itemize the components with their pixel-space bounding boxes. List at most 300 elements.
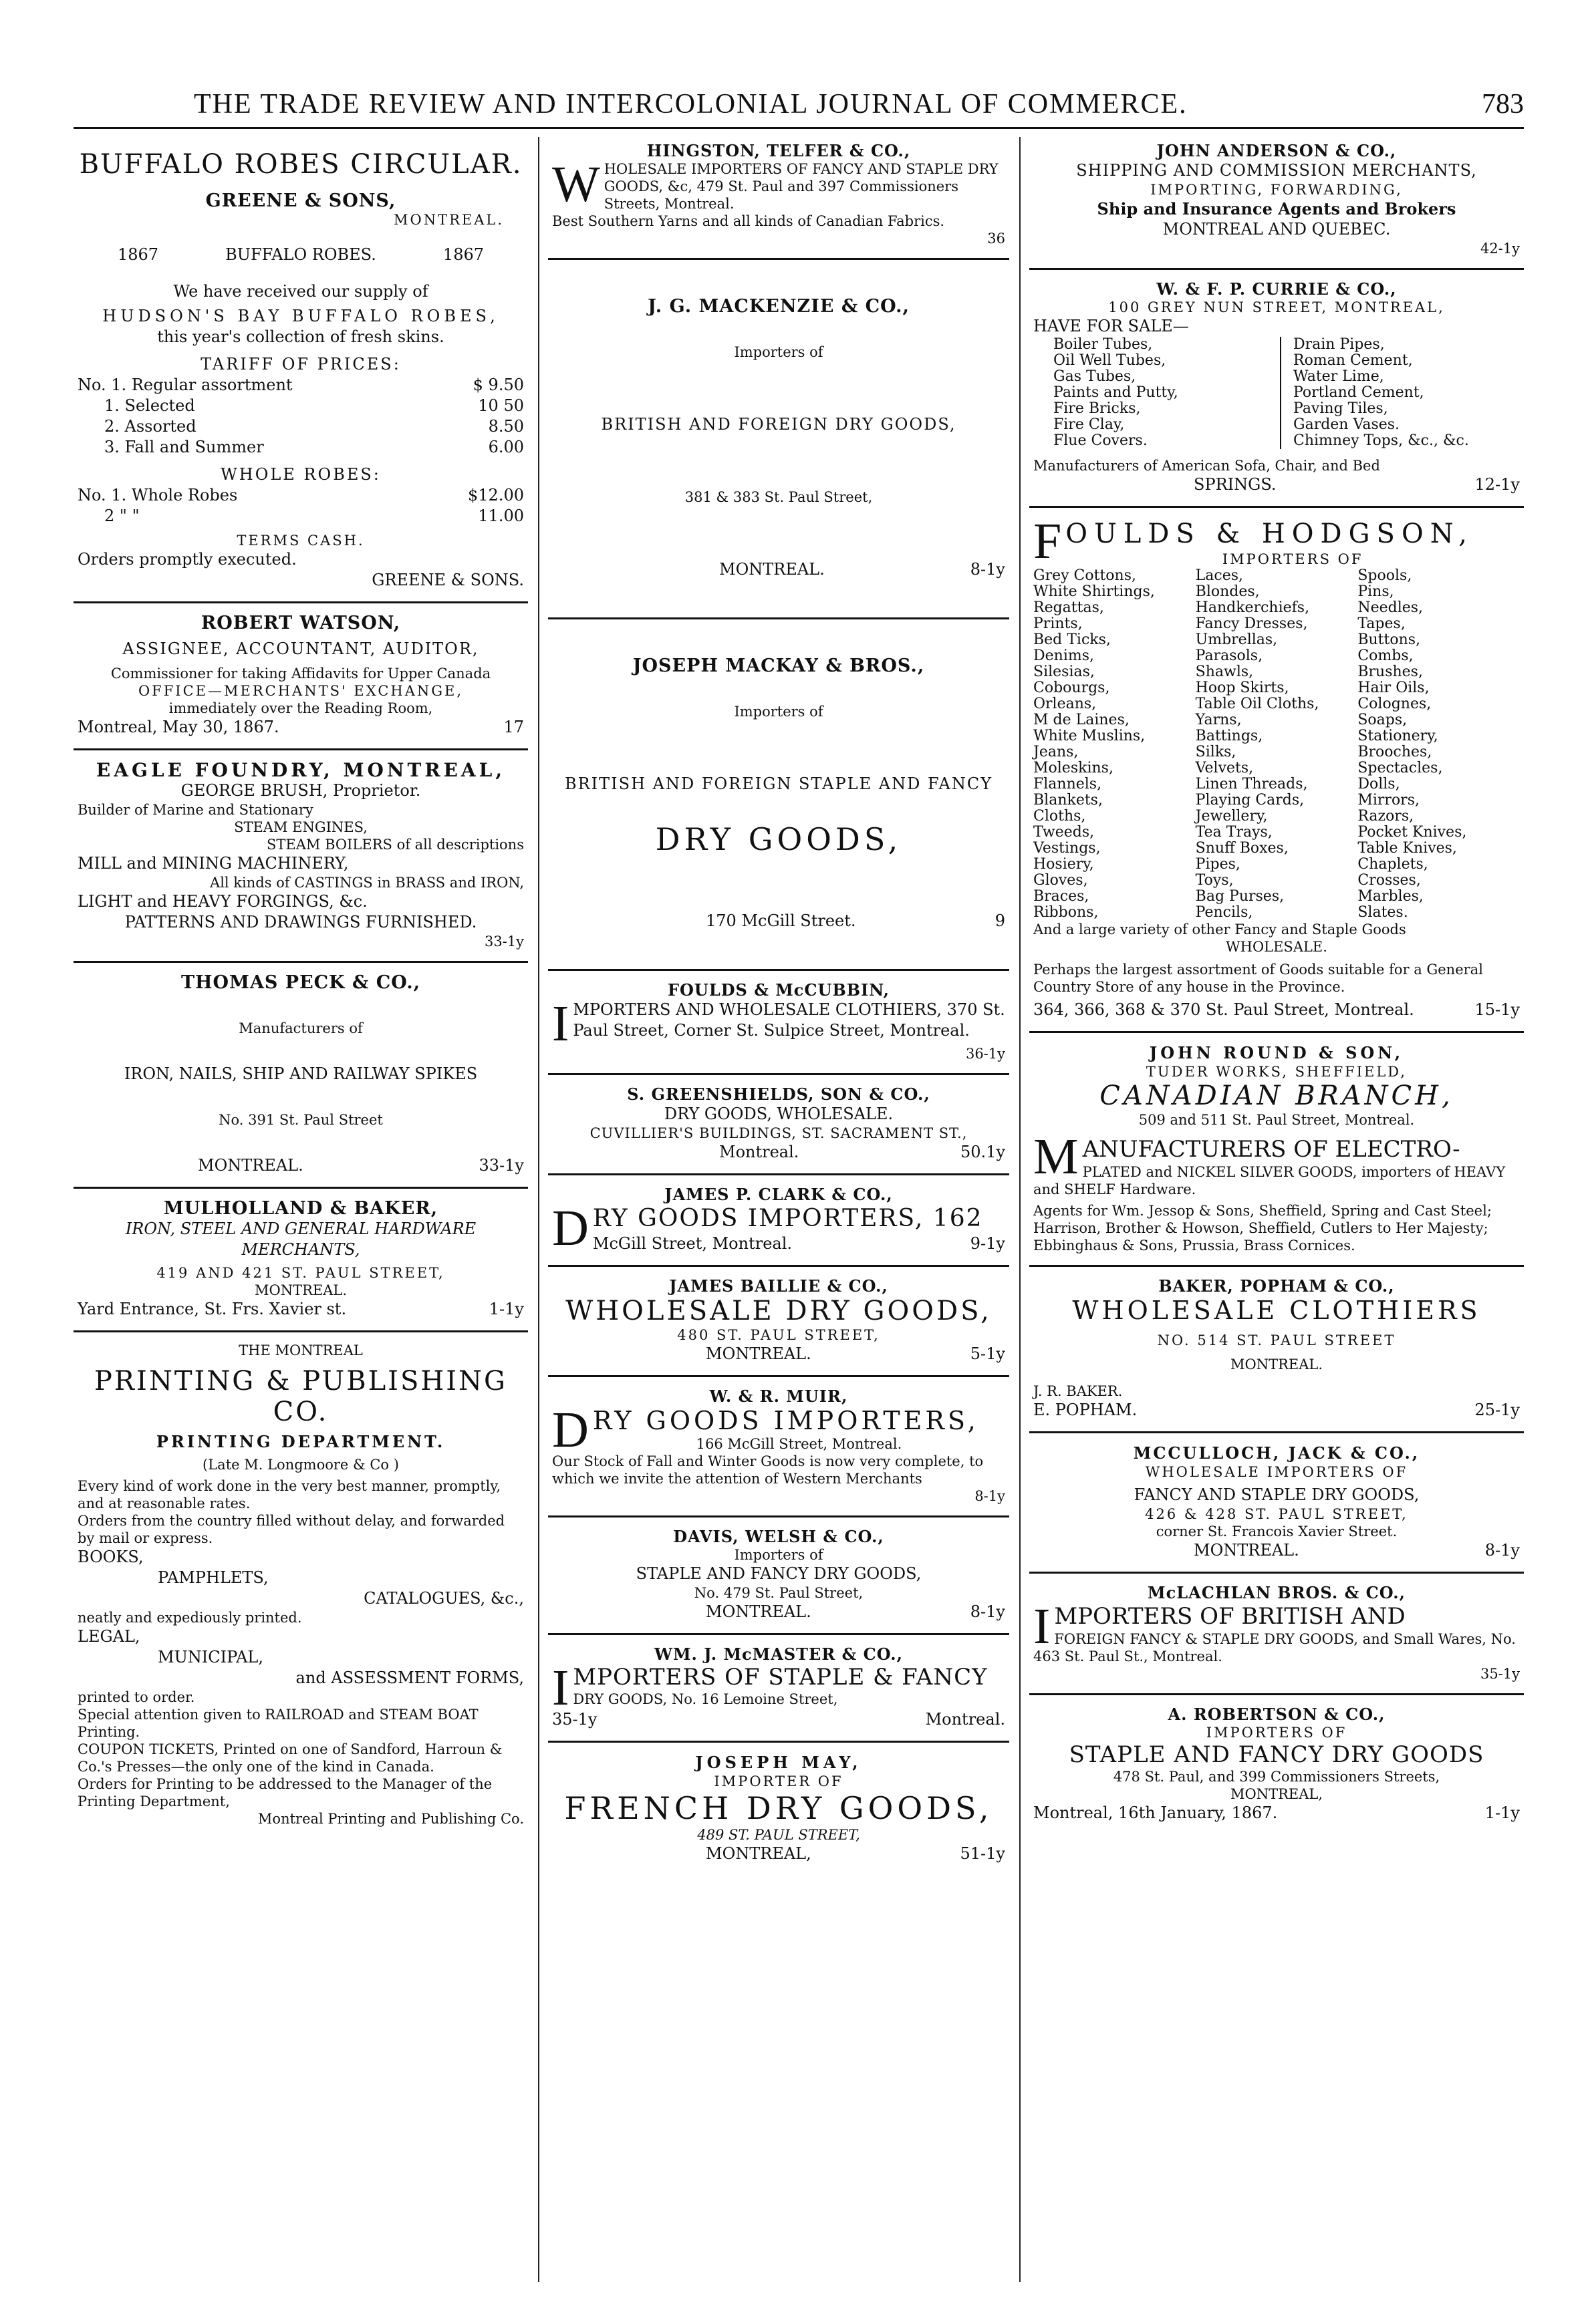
list-item: White Muslins, (1033, 728, 1146, 744)
city: MONTREAL. (706, 1344, 811, 1363)
firm-name: GREENE & SONS, (205, 190, 396, 211)
firm-name: JAMES P. CLARK & CO., (664, 1185, 893, 1204)
firm-name: JOSEPH MACKAY & BROS., (632, 656, 925, 676)
list-item: Snuff Boxes, (1195, 840, 1289, 857)
ad-code: 33-1y (479, 1156, 524, 1175)
text-line: BRITISH AND FOREIGN STAPLE AND FANCY (564, 774, 993, 793)
price-label: No. 1. Regular assortment (78, 376, 293, 394)
list-item: Linen Threads, (1195, 776, 1308, 792)
list-item: Gloves, (1033, 872, 1088, 889)
firm-name: WM. J. McMASTER & CO., (654, 1644, 903, 1664)
text-line: PAMPHLETS, (158, 1568, 269, 1587)
list-item: Crosses, (1357, 872, 1421, 889)
text-line: CATALOGUES, &c., (364, 1589, 524, 1608)
list-item: M de Laines, (1033, 712, 1130, 728)
text-line: immediately over the Reading Room, (168, 700, 433, 716)
text-line: Builder of Marine and Stationary (78, 802, 313, 818)
ad-title: OULDS & HODGSON, (1065, 519, 1474, 549)
ad-code: 51-1y (960, 1844, 1005, 1863)
city-line (552, 1142, 1005, 1163)
product-list (1033, 568, 1520, 921)
roles: ASSIGNEE, ACCOUNTANT, AUDITOR, (122, 639, 479, 658)
year: 1867 (442, 245, 484, 264)
city: Montreal. (925, 1710, 1005, 1729)
list-item: White Shirtings, (1033, 583, 1155, 600)
text-line: neatly and expediously printed. (78, 1610, 302, 1626)
ad-code: 15-1y (1474, 1000, 1520, 1019)
list-item: Tapes, (1357, 615, 1406, 632)
text-line: (Late M. Longmoore & Co ) (203, 1457, 399, 1473)
tariff-heading: TARIFF OF PRICES: (201, 355, 401, 374)
text-line: RY GOODS IMPORTERS, (592, 1406, 979, 1435)
ad-hingston-telfer (548, 137, 1009, 260)
list-item: Orleans, (1033, 696, 1097, 712)
list-item: Marbles, (1357, 888, 1424, 905)
ad-mulholland-baker (74, 1189, 528, 1332)
list-item: Combs, (1357, 647, 1414, 664)
list-item: Toys, (1195, 872, 1234, 889)
drop-cap: I (552, 1660, 569, 1716)
list-item: Bag Purses, (1195, 888, 1285, 905)
city-line (78, 1155, 524, 1176)
yard-line (78, 1299, 524, 1320)
address-line (1033, 1000, 1520, 1020)
list-item: Flue Covers. (1053, 432, 1148, 449)
list-item: Hair Oils, (1357, 680, 1430, 696)
text-line: RY GOODS IMPORTERS, 162 (592, 1205, 983, 1232)
list-item: Brooches, (1357, 744, 1432, 760)
big-text: WHOLESALE DRY GOODS, (565, 1296, 992, 1326)
ad-code: 9 (995, 911, 1005, 930)
ad-mcculloch-jack (1029, 1433, 1524, 1574)
list-item: Jewellery, (1195, 808, 1268, 825)
ad-robertson (1029, 1695, 1524, 1834)
list-item: Dolls, (1357, 776, 1400, 792)
column-divider (538, 137, 539, 2282)
text-line: No. 391 St. Paul Street (219, 1112, 383, 1128)
list-item: Mirrors, (1357, 792, 1420, 809)
text-line: 489 ST. PAUL STREET, (697, 1827, 860, 1843)
price-value: $12.00 (468, 486, 524, 504)
city-line (1033, 1540, 1520, 1561)
text-line: Every kind of work done in the very best manner, promptly, and at reasonable rates. (78, 1478, 501, 1511)
text-line: Manufacturers of (239, 1020, 363, 1036)
list-item: Grey Cottons, (1033, 567, 1136, 584)
text-line: SHIPPING AND COMMISSION MERCHANTS, (1076, 161, 1477, 180)
text-line: WHOLESALE IMPORTERS OF (1145, 1464, 1408, 1480)
big-text: STAPLE AND FANCY DRY GOODS (1069, 1741, 1484, 1768)
list-item: Needles, (1357, 599, 1424, 616)
text-line: Ship and Insurance Agents and Brokers (1097, 199, 1456, 219)
column-left (74, 137, 528, 2282)
text-line: Perhaps the largest assortment of Goods suitable for a General Country Store of any house in the Province. (1033, 962, 1483, 995)
list-item: Brushes, (1357, 664, 1423, 680)
intro: We have received our supply of (173, 282, 428, 301)
ad-john-anderson (1029, 137, 1524, 270)
list-item: Colognes, (1357, 696, 1432, 712)
ad-davis-welsh (548, 1517, 1009, 1635)
text-line: Orders from the country filled without delay, and forwarded by mail or express. (78, 1513, 505, 1546)
column-divider (1019, 137, 1021, 2282)
list-item: Roman Cement, (1293, 352, 1413, 369)
list-item: Braces, (1033, 888, 1089, 905)
text-line: 509 and 511 St. Paul Street, Montreal. (1138, 1112, 1415, 1128)
text-line: and ASSESSMENT FORMS, (295, 1668, 524, 1687)
list-item: Chimney Tops, &c., &c. (1293, 432, 1469, 449)
text-line: Yard Entrance, St. Frs. Xavier st. (78, 1300, 347, 1318)
year-line (78, 245, 524, 265)
list-item: Portland Cement, (1293, 384, 1424, 401)
firm-name: JAMES BAILLIE & CO., (669, 1276, 888, 1296)
text-line: NO. 514 ST. PAUL STREET (1157, 1332, 1396, 1348)
text-line: Our Stock of Fall and Winter Goods is now very complete, to which we invite the attention of Western Merchants (552, 1453, 984, 1487)
drop-cap: I (1033, 1598, 1051, 1654)
ad-greenshields (548, 1075, 1009, 1175)
city: MONTREAL. (254, 1282, 348, 1298)
text-line: BOOKS, (78, 1548, 144, 1566)
list-item: Razors, (1357, 808, 1414, 825)
list-item: Silks, (1195, 744, 1236, 760)
city: MONTREAL. (706, 1602, 811, 1621)
city-line (552, 1602, 1005, 1622)
year: 1867 (118, 245, 159, 264)
drop-cap: W (552, 156, 600, 212)
ad-code: 25-1y (1474, 1401, 1520, 1419)
city: MONTREAL, (706, 1844, 811, 1863)
list-item: Chaplets, (1357, 856, 1428, 873)
text-line: PRINTING DEPARTMENT. (156, 1432, 446, 1451)
ad-code: 36-1y (965, 1046, 1005, 1062)
text-line: printed to order. (78, 1689, 195, 1705)
list-item: Moleskins, (1033, 760, 1113, 776)
text-line: MPORTERS OF STAPLE & FANCY (573, 1664, 988, 1691)
drop-cap: I (552, 996, 569, 1052)
text-line: 100 GREY NUN STREET, MONTREAL, (1108, 299, 1445, 315)
date: Montreal, May 30, 1867. (78, 718, 279, 736)
list-item: Tea Trays, (1195, 824, 1273, 841)
list-item: Spectacles, (1357, 760, 1443, 776)
text-line: IMPORTER OF (714, 1773, 843, 1789)
ad-code: 8-1y (970, 1602, 1005, 1621)
text-line: DRY GOODS, No. 16 Lemoine Street, (573, 1691, 838, 1707)
ad-code: 33-1y (484, 933, 524, 950)
address-line (593, 1233, 1005, 1254)
text-line: SPRINGS. (1194, 475, 1277, 494)
firm-name: A. ROBERTSON & CO., (1168, 1705, 1385, 1724)
price-row (78, 396, 524, 416)
firm-name: W. & F. P. CURRIE & CO., (1156, 279, 1397, 299)
drop-cap: D (552, 1200, 589, 1256)
text-line: FANCY AND STAPLE DRY GOODS, (1134, 1485, 1420, 1504)
address: McGill Street, Montreal. (592, 1234, 793, 1253)
firm-name: JOSEPH MAY, (695, 1753, 862, 1772)
ad-muir (548, 1377, 1009, 1517)
text-line: IMPORTERS OF (1222, 551, 1363, 567)
ad-code: 8-1y (970, 560, 1005, 579)
text-line: GEORGE BRUSH, Proprietor. (180, 781, 421, 800)
ad-title: EAGLE FOUNDRY, MONTREAL, (96, 759, 506, 781)
text-line: 419 AND 421 ST. PAUL STREET, (156, 1265, 445, 1281)
big-text: DRY GOODS, (655, 821, 902, 857)
list-item: Stationery, (1357, 728, 1438, 744)
price-label: 1. Selected (104, 396, 195, 415)
partner-name: E. POPHAM. (1033, 1401, 1138, 1419)
text-line: Special attention given to RAILROAD and STEAM BOAT Printing. (78, 1707, 479, 1740)
ad-foulds-mccubbin (548, 971, 1009, 1075)
ad-mclachlan (1029, 1574, 1524, 1695)
list-item: Oil Well Tubes, (1053, 352, 1166, 369)
text-line: HOLESALE IMPORTERS OF FANCY AND STAPLE DRY GOODS, &c, 479 St. Paul and 397 Commissioners Streets, Montreal. (604, 161, 999, 212)
text-line: MILL and MINING MACHINERY, (78, 854, 349, 873)
list-item: Flannels, (1033, 776, 1102, 792)
ad-james-clark (548, 1175, 1009, 1267)
date: Montreal, 16th January, 1867. (1033, 1803, 1278, 1822)
list-item: Bed Ticks, (1033, 631, 1111, 648)
ad-code: 36 (987, 231, 1005, 247)
list-item: Denims, (1033, 647, 1095, 664)
page-header (74, 87, 1524, 129)
text-line: PATTERNS AND DRAWINGS FURNISHED. (124, 913, 477, 931)
firm-name: JOHN ROUND & SON, (1149, 1043, 1404, 1062)
text-line: WHOLESALE. (1226, 939, 1327, 955)
text-line: BRITISH AND FOREIGN DRY GOODS, (601, 415, 956, 434)
text-line: IMPORTING, FORWARDING, (1150, 182, 1403, 198)
list-item: Fire Bricks, (1053, 400, 1141, 417)
text-line: No. 479 St. Paul Street, (694, 1585, 864, 1601)
ad-title: PRINTING & PUBLISHING CO. (94, 1366, 508, 1427)
list-item: Prints, (1033, 615, 1083, 632)
ad-code: 1-1y (489, 1300, 524, 1318)
list-item: Vestings, (1033, 840, 1101, 857)
ad-mackenzie (548, 260, 1009, 619)
firm-name: HINGSTON, TELFER & CO., (646, 141, 911, 160)
firm-name: S. GREENSHIELDS, SON & CO., (627, 1084, 930, 1104)
list-item: Soaps, (1357, 712, 1408, 728)
ad-code: 17 (503, 718, 524, 736)
ad-code: 12-1y (1474, 475, 1520, 494)
list-item: Water Lime, (1293, 368, 1384, 385)
list-item: Cobourgs, (1033, 680, 1110, 696)
text-line: LEGAL, (78, 1627, 140, 1646)
city: MONTREAL. (719, 560, 825, 579)
text-line: PLATED and NICKEL SILVER GOODS, importers of HEAVY and SHELF Hardware. (1033, 1164, 1506, 1197)
text-line: IRON, NAILS, SHIP AND RAILWAY SPIKES (124, 1064, 478, 1083)
ad-baker-popham (1029, 1267, 1524, 1433)
ad-james-baillie (548, 1267, 1009, 1377)
text-line: THE MONTREAL (239, 1342, 363, 1358)
firm-name: BAKER, POPHAM & CO., (1158, 1276, 1395, 1296)
text-line: Importers of (734, 344, 823, 360)
firm-name: W. & R. MUIR, (709, 1387, 848, 1406)
list-item: Table Knives, (1357, 840, 1457, 857)
list-item: Blondes, (1195, 583, 1260, 600)
ad-joseph-mackay (548, 619, 1009, 971)
list-item: Laces, (1195, 567, 1244, 584)
city: MONTREAL, (1230, 1786, 1323, 1802)
list-item: Hoop Skirts, (1195, 680, 1289, 696)
city: MONTREAL. (198, 1156, 303, 1175)
text-line: corner St. Francois Xavier Street. (1156, 1523, 1398, 1540)
big-text: CANADIAN BRANCH, (1099, 1080, 1454, 1111)
firm-name: JOHN ANDERSON & CO., (1156, 141, 1397, 160)
price-row (78, 375, 524, 396)
list-item: Shawls, (1195, 664, 1254, 680)
list-item: Buttons, (1357, 631, 1421, 648)
city: Montreal. (719, 1143, 799, 1161)
text-line: 166 McGill Street, Montreal. (696, 1436, 902, 1452)
price-row (78, 506, 524, 527)
firm-name: FOULDS & McCUBBIN, (667, 980, 890, 1000)
price-row (78, 437, 524, 458)
list-item: Cloths, (1033, 808, 1086, 825)
address: 170 McGill Street. (706, 911, 856, 930)
list-item: Jeans, (1033, 744, 1079, 760)
ad-currie (1029, 270, 1524, 508)
date-line (78, 717, 524, 738)
ad-code: 35-1y (1480, 1666, 1520, 1682)
ad-john-round (1029, 1033, 1524, 1267)
text-line: Importers of (734, 704, 823, 720)
big-text: FRENCH DRY GOODS, (564, 1790, 993, 1826)
city: MONTREAL. (393, 212, 504, 228)
text-line: 381 & 383 St. Paul Street, (684, 489, 873, 505)
ad-robert-watson (74, 603, 528, 750)
text-line: MUNICIPAL, (158, 1648, 263, 1666)
text-line: 426 & 428 ST. PAUL STREET, (1145, 1506, 1408, 1522)
list-item: Battings, (1195, 728, 1263, 744)
ad-printing-publishing (74, 1332, 528, 1838)
address: 364, 366, 368 & 370 St. Paul Street, Montreal. (1033, 1000, 1414, 1019)
list-item: Ribbons, (1033, 904, 1099, 921)
list-item: Silesias, (1033, 664, 1095, 680)
city-line (552, 559, 1005, 580)
terms: TERMS CASH. (237, 533, 365, 549)
list-item: Parasols, (1195, 647, 1263, 664)
drop-cap: D (552, 1402, 589, 1458)
text-line: 480 ST. PAUL STREET, (677, 1327, 880, 1343)
text-line: IRON, STEEL AND GENERAL HARDWARE MERCHANTS, (125, 1219, 477, 1259)
text-line: Montreal Printing and Publishing Co. (257, 1811, 524, 1827)
text-line: STEAM ENGINES, (234, 819, 368, 835)
drop-cap: F (1033, 513, 1062, 569)
firm-name: DAVIS, WELSH & CO., (673, 1527, 884, 1546)
text-line: DRY GOODS, WHOLESALE. (664, 1105, 894, 1123)
list-item: Pipes, (1195, 856, 1240, 873)
big-text: WHOLESALE CLOTHIERS (1072, 1296, 1481, 1325)
product-line: HUDSON'S BAY BUFFALO ROBES, (102, 307, 499, 325)
city-line (552, 1344, 1005, 1364)
text-line: Best Southern Yarns and all kinds of Canadian Fabrics. (552, 213, 945, 229)
list-item: Fire Clay, (1053, 416, 1125, 433)
list-item: Handkerchiefs, (1195, 599, 1310, 616)
text-line: CUVILLIER'S BUILDINGS, ST. SACRAMENT ST., (589, 1125, 968, 1141)
city-line (552, 1844, 1005, 1864)
signature: GREENE & SONS. (372, 571, 524, 589)
list-item: Blankets, (1033, 792, 1103, 809)
text-line: MPORTERS AND WHOLESALE CLOTHIERS, 370 St. Paul Street, Corner St. Sulpice Street, Montreal. (573, 1000, 1005, 1040)
price-row (78, 416, 524, 437)
text-line: HAVE FOR SALE— (1033, 317, 1189, 335)
price-label: No. 1. Whole Robes (78, 486, 238, 504)
price-value: $ 9.50 (473, 376, 524, 394)
ad-foulds-hodgson (1029, 508, 1524, 1033)
list-item: Pocket Knives, (1357, 824, 1467, 841)
list-item: Drain Pipes, (1293, 336, 1385, 353)
list-item: Hosiery, (1033, 856, 1094, 873)
text-line: STEAM BOILERS of all descriptions (267, 837, 524, 853)
price-label: 3. Fall and Summer (104, 438, 264, 456)
text-line: FOREIGN FANCY & STAPLE DRY GOODS, and Small Wares, No. 463 St. Paul St., Montreal. (1033, 1631, 1516, 1664)
list-item: Boiler Tubes, (1053, 336, 1153, 353)
ad-buffalo-robes (74, 137, 528, 603)
text-line: MONTREAL AND QUEBEC. (1162, 220, 1391, 239)
text-line: ANUFACTURERS OF ELECTRO- (1082, 1136, 1460, 1163)
subtitle: BUFFALO ROBES. (225, 245, 376, 264)
whole-heading: WHOLE ROBES: (221, 465, 381, 484)
ad-code: 50.1y (960, 1143, 1005, 1161)
price-label: 2. Assorted (104, 417, 196, 436)
address-line (552, 911, 1005, 931)
list-item: Garden Vases. (1293, 416, 1400, 433)
text-line: Manufacturers of American Sofa, Chair, and Bed (1033, 458, 1380, 474)
partner-line (1033, 1400, 1520, 1421)
ad-title: BUFFALO ROBES CIRCULAR. (79, 149, 523, 180)
ad-code: 1-1y (1484, 1803, 1520, 1822)
ad-eagle-foundry (74, 750, 528, 963)
list-item: Regattas, (1033, 599, 1104, 616)
text-line: OFFICE—MERCHANTS' EXCHANGE, (138, 683, 464, 699)
ad-thomas-peck (74, 963, 528, 1189)
ad-code: 5-1y (970, 1344, 1005, 1363)
text-line: Agents for Wm. Jessop & Sons, Sheffield, Spring and Cast Steel; Harrison, Brother & Howson, Sheffield, Cutlers to Her Majesty; Ebbinghaus & Sons, Prussia, Brass Cornices. (1033, 1203, 1492, 1254)
text-line: 478 St. Paul, and 399 Commissioners Streets, (1113, 1769, 1440, 1785)
text-line: LIGHT and HEAVY FORGINGS, &c. (78, 892, 368, 911)
firm-name: ROBERT WATSON, (201, 613, 401, 633)
drop-cap: M (1033, 1129, 1079, 1185)
text-line: COUPON TICKETS, Printed on one of Sandford, Harroun & Co.'s Presses—the only one of the kind in Canada. (78, 1741, 503, 1775)
ad-code: 8-1y (974, 1488, 1005, 1504)
list-item: Spools, (1357, 567, 1412, 584)
product-list (1033, 337, 1520, 449)
text-line: Orders for Printing to be addressed to the Manager of the Printing Department, (78, 1776, 493, 1809)
list-item: Yarns, (1195, 712, 1242, 728)
orders: Orders promptly executed. (78, 550, 297, 569)
firm-name: MULHOLLAND & BAKER, (163, 1198, 438, 1219)
list-item: Gas Tubes, (1053, 368, 1136, 385)
text-line: IMPORTERS OF (1206, 1725, 1347, 1741)
firm-name: McLACHLAN BROS. & CO., (1148, 1583, 1406, 1602)
page-number: 783 (1482, 89, 1524, 120)
list-item: Umbrellas, (1195, 631, 1278, 648)
price-value: 10 50 (478, 396, 524, 415)
city: MONTREAL. (1230, 1356, 1323, 1372)
ad-code: 42-1y (1480, 241, 1520, 257)
text-line: All kinds of CASTINGS in BRASS and IRON, (210, 875, 524, 891)
list-item: Velvets, (1195, 760, 1254, 776)
springs-line (1033, 474, 1520, 495)
partner-name: J. R. BAKER. (1033, 1383, 1123, 1399)
text-line: STAPLE AND FANCY DRY GOODS, (636, 1564, 922, 1583)
price-label: 2 " " (104, 506, 140, 525)
text-line: And a large variety of other Fancy and Staple Goods (1033, 921, 1406, 937)
ad-code: 8-1y (1484, 1541, 1520, 1560)
firm-name: J. G. MACKENZIE & CO., (648, 296, 910, 317)
date-line (1033, 1803, 1520, 1824)
ad-code: 9-1y (970, 1234, 1005, 1253)
text-line: MPORTERS OF BRITISH AND (1054, 1603, 1406, 1630)
skins-line: this year's collection of fresh skins. (157, 327, 444, 346)
firm-name: MCCULLOCH, JACK & CO., (1133, 1443, 1420, 1463)
